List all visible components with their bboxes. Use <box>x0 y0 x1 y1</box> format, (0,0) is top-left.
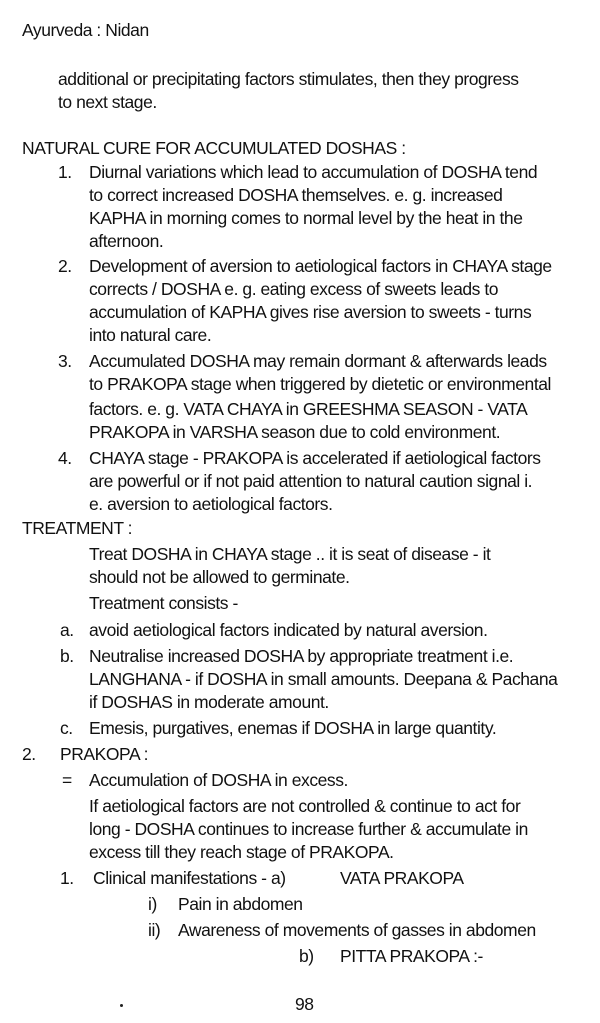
item-line: KAPHA in morning comes to normal level by the heat in the <box>89 208 523 228</box>
intro-line: to next stage. <box>58 92 157 112</box>
item-line: to PRAKOPA stage when triggered by dietetic or environmental <box>89 374 551 394</box>
treatment-line: should not be allowed to germinate. <box>89 567 350 587</box>
item-line: Development of aversion to aetiological factors in CHAYA stage <box>89 256 552 276</box>
list-marker: c. <box>60 718 73 738</box>
item-line: avoid aetiological factors indicated by natural aversion. <box>89 620 488 640</box>
item-line: into natural care. <box>89 325 212 345</box>
section-marker: 2. <box>22 744 36 764</box>
item-line: afternoon. <box>89 231 164 251</box>
pitta-prakopa-heading: PITTA PRAKOPA :- <box>340 946 483 966</box>
clinical-label: Clinical manifestations - a) <box>93 868 286 888</box>
list-marker: 2. <box>58 256 72 276</box>
list-marker: 1. <box>58 162 72 182</box>
item-line: LANGHANA - if DOSHA in small amounts. Deepana & Pachana <box>89 669 558 689</box>
prakopa-definition: Accumulation of DOSHA in excess. <box>89 770 348 790</box>
section-heading-treatment: TREATMENT : <box>22 518 133 538</box>
list-marker: 3. <box>58 351 72 371</box>
prakopa-line: excess till they reach stage of PRAKOPA. <box>89 842 394 862</box>
intro-line: additional or precipitating factors stimulates, then they progress <box>58 69 519 89</box>
page-number: 98 <box>295 994 314 1014</box>
print-speck <box>120 1004 123 1007</box>
item-line: accumulation of KAPHA gives rise aversion to sweets - turns <box>89 302 532 322</box>
list-marker: i) <box>148 894 157 914</box>
section-heading-natural-cure: NATURAL CURE FOR ACCUMULATED DOSHAS : <box>22 138 406 158</box>
symptom-text: Awareness of movements of gasses in abdomen <box>178 920 536 940</box>
treatment-line: Treat DOSHA in CHAYA stage .. it is seat of disease - it <box>89 544 491 564</box>
item-line: PRAKOPA in VARSHA season due to cold environment. <box>89 422 501 442</box>
item-line: Emesis, purgatives, enemas if DOSHA in large quantity. <box>89 718 497 738</box>
item-line: Neutralise increased DOSHA by appropriate treatment i.e. <box>89 646 514 666</box>
list-marker: b. <box>60 646 74 666</box>
list-marker: 4. <box>58 448 72 468</box>
item-line: corrects / DOSHA e. g. eating excess of sweets leads to <box>89 279 499 299</box>
item-line: Diurnal variations which lead to accumulation of DOSHA tend <box>89 162 538 182</box>
item-line: Accumulated DOSHA may remain dormant & afterwards leads <box>89 351 547 371</box>
prakopa-line: If aetiological factors are not controlled & continue to act for <box>89 796 521 816</box>
prakopa-line: long - DOSHA continues to increase further & accumulate in <box>89 819 528 839</box>
list-marker: a. <box>60 620 74 640</box>
item-line: to correct increased DOSHA themselves. e. g. increased <box>89 185 503 205</box>
list-marker: ii) <box>148 920 161 940</box>
list-marker: 1. <box>60 868 74 888</box>
item-line: CHAYA stage - PRAKOPA is accelerated if aetiological factors <box>89 448 541 468</box>
equals-marker: = <box>62 770 72 790</box>
treatment-consists: Treatment consists - <box>89 593 238 613</box>
item-line: e. aversion to aetiological factors. <box>89 494 333 514</box>
section-heading-prakopa: PRAKOPA : <box>60 744 149 764</box>
symptom-text: Pain in abdomen <box>178 894 303 914</box>
item-line: factors. e. g. VATA CHAYA in GREESHMA SEASON - VATA <box>89 399 528 419</box>
vata-prakopa-heading: VATA PRAKOPA <box>340 868 464 888</box>
item-line: if DOSHAS in moderate amount. <box>89 692 329 712</box>
running-head: Ayurveda : Nidan <box>22 20 149 40</box>
list-marker: b) <box>299 946 314 966</box>
item-line: are powerful or if not paid attention to natural caution signal i. <box>89 471 533 491</box>
